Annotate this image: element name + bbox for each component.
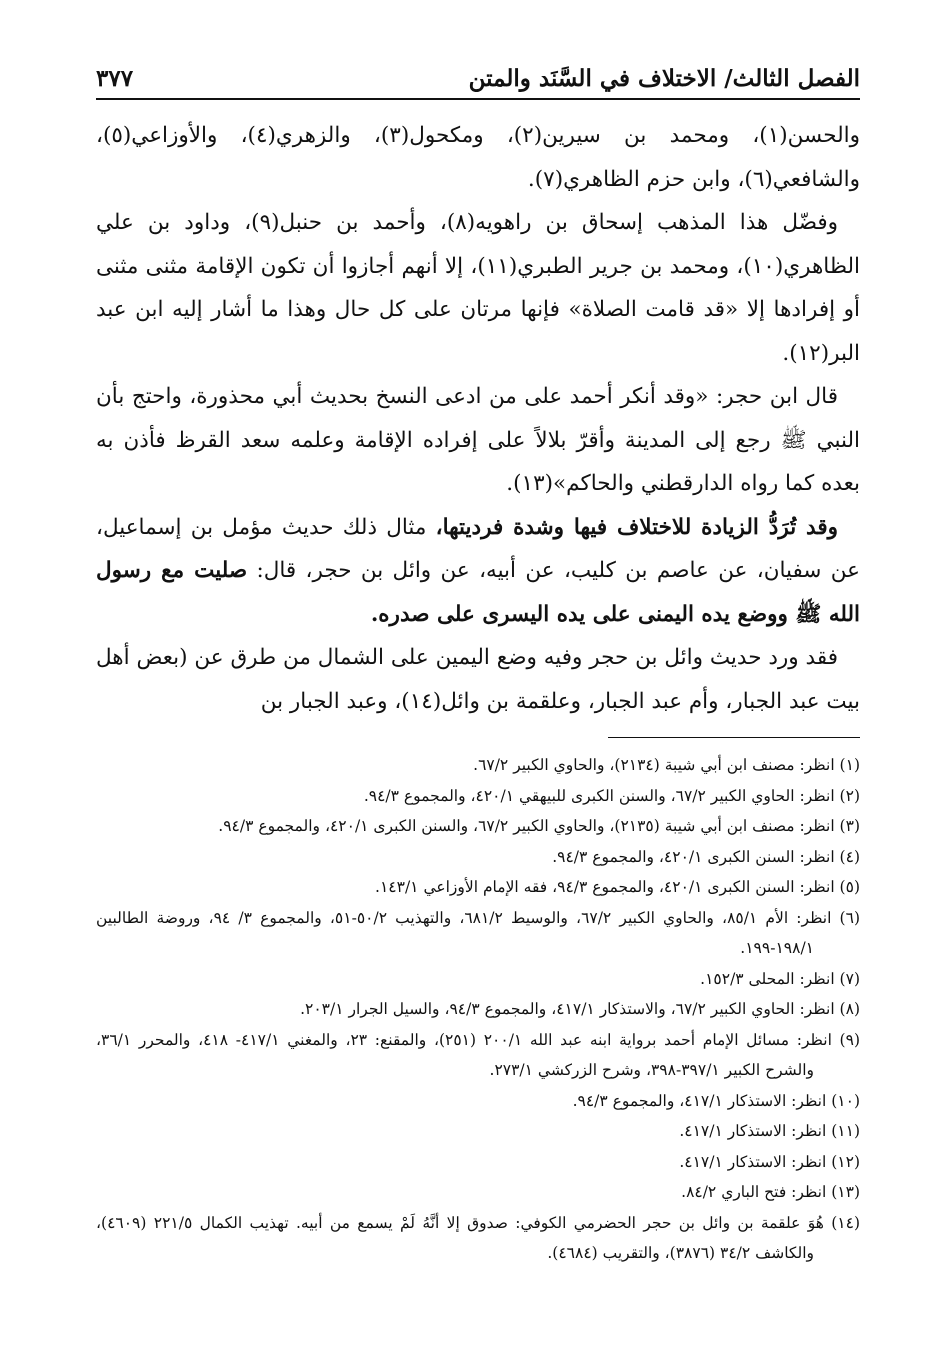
page-header [96, 52, 860, 92]
paragraph-2: وفضّل هذا المذهب إسحاق بن راهويه(٨)، وأحمد بن حنبل(٩)، وداود بن علي الظاهري(١٠)، ومحمد بن جرير الطبري(١١)، إلا أنهم أجازوا أن تكون الإقامة مثنى مثنى أو إفرادها إلا «قد قامت الصلاة» فإنها مرتان على كل حال وهذا ما أشار إليه ابن عبد البر(١٢). [96, 210, 860, 366]
paragraph-3: قال ابن حجر: «وقد أنكر أحمد على من ادعى النسخ بحديث أبي محذورة، واحتج بأن النبي ﷺ رجع إلى المدينة وأقرّ بلالاً على إفراده الإقامة وعلمه سعد القرظ فأذن به بعده كما رواه الدارقطني والحاكم»(١٣). [96, 384, 860, 496]
paragraph-5: فقد ورد حديث وائل بن حجر وفيه وضع اليمين على الشمال من طرق عن (بعض أهل بيت عبد الجبار، وأم عبد الجبار، وعلقمة بن وائل(١٤)، وعبد الجبار بن [96, 645, 860, 714]
footnote: (٦) انظر: الأم ٨٥/١، والحاوي الكبير ٦٧/٢، والوسيط ٦٨١/٢، والتهذيب ٥٠/٢-٥١، والمجموع ٣/ ٩٤، وروضة الطالبين ١٩٨/١-١٩٩. [96, 908, 860, 957]
footnotes [96, 750, 860, 1269]
footnote: (٧) انظر: المحلى ١٥٢/٣. [700, 969, 860, 988]
page-number: ٣٧٧ [96, 65, 134, 92]
footnote: (٤) انظر: السنن الكبرى ٤٢٠/١، والمجموع ٩٤/٣. [552, 847, 860, 866]
paragraph-4-lead: وقد تُرَدُّ الزيادة للاختلاف فيها وشدة فرديتها، [435, 514, 838, 540]
footnote: (٥) انظر: السنن الكبرى ٤٢٠/١، والمجموع ٩٤/٣، فقه الإمام الأوزاعي ١٤٣/١. [375, 878, 860, 896]
footnote: (١٣) انظر: فتح الباري ٨٤/٢. [681, 1183, 860, 1201]
paragraph-4 [96, 506, 860, 637]
footnote: (٣) انظر: مصنف ابن أبي شيبة (٢١٣٥)، والحاوي الكبير ٦٧/٢، والسنن الكبرى ٤٢٠/١، والمجموع ٩٤/٣. [218, 817, 860, 835]
footnote: (١٠) انظر: الاستذكار ٤١٧/١، والمجموع ٩٤/٣. [572, 1091, 860, 1110]
main-text [96, 114, 860, 723]
footnote: (٩) انظر: مسائل الإمام أحمد برواية ابنه عبد الله ٢٠٠/١ (٢٥١)، والمقنع: ٢٣، والمغني ٤١٧/١- ٤١٨، والمحرر ٣٦/١، والشرح الكبير ٣٩٧/١-٣٩٨، وشرح الزركشي ٢٧٣/١. [96, 1030, 860, 1079]
paragraph-4-text: مثال ذلك حديث مؤمل بن إسماعيل، عن سفيان، عن عاصم بن كليب، عن أبيه، عن وائل بن حجر، قال: [96, 514, 860, 583]
footnote-rule [608, 737, 860, 738]
chapter-title: الفصل الثالث/ الاختلاف في السَّنَد والمتن [468, 65, 860, 92]
footnote: (٢) انظر: الحاوي الكبير ٦٧/٢، والسنن الكبرى للبيهقي ٤٢٠/١، والمجموع ٩٤/٣. [363, 786, 860, 805]
paragraph-1: والحسن(١)، ومحمد بن سيرين(٢)، ومكحول(٣)، والزهري(٤)، والأوزاعي(٥)، والشافعي(٦)، وابن حزم الظاهري(٧). [96, 123, 860, 192]
footnote: (١٢) انظر: الاستذكار ٤١٧/١. [679, 1152, 860, 1171]
hadith-quote: صليت مع رسول الله ﷺ ووضع يده اليمنى على يده اليسرى على صدره. [96, 558, 860, 627]
header-rule [96, 98, 860, 100]
footnote: (١١) انظر: الاستذكار ٤١٧/١. [679, 1122, 860, 1140]
footnote: (٨) انظر: الحاوي الكبير ٦٧/٢، والاستذكار ٤١٧/١، والمجموع ٩٤/٣، والسيل الجرار ٢٠٣/١. [300, 1000, 860, 1018]
footnote: (١٤) هُوَ علقمة بن وائل بن حجر الحضرمي الكوفي: صدوق إلا أنَّهُ لَمْ يسمع من أبيه. تهذيب الكمال ٢٢١/٥ (٤٦٠٩)، والكاشف ٣٤/٢ (٣٨٧٦)، والتقريب (٤٦٨٤). [96, 1213, 860, 1262]
footnote: (١) انظر: مصنف ابن أبي شيبة (٢١٣٤)، والحاوي الكبير ٦٧/٢. [473, 756, 860, 774]
